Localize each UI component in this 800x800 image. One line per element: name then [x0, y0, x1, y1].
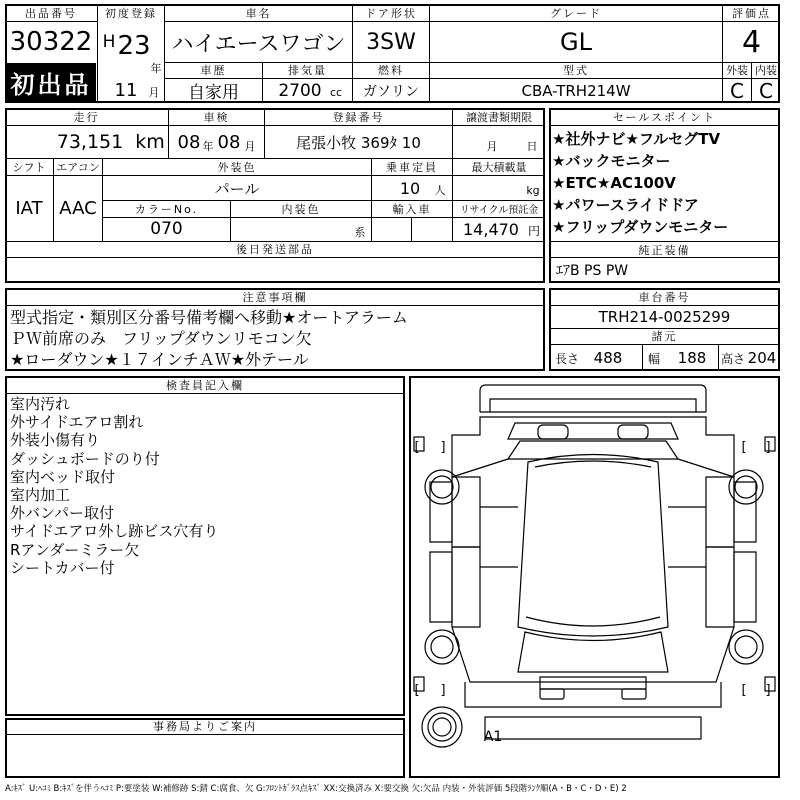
chassis-number-label: 車台番号: [638, 290, 691, 304]
grade-label: グレード: [550, 7, 602, 20]
rear-bumper: [465, 682, 721, 707]
lot-number: 30322: [9, 27, 93, 57]
bracket-right-bottom: [: [741, 682, 747, 698]
fuel-label: 燃料: [378, 64, 404, 77]
bracket-right-top: [: [741, 439, 747, 455]
interior-label: 内装: [755, 64, 777, 77]
exterior-color: パール: [214, 179, 260, 198]
caution-line: ★ローダウン★１７インチＡＷ★外テール: [10, 350, 309, 369]
lot-number-label: 出品番号: [25, 7, 77, 20]
color-number-label: カラーNo.: [134, 202, 199, 216]
wheel-rear-right: [729, 630, 763, 664]
sales-point: ★パワースライドドア: [552, 196, 699, 214]
inspection-label: 車検: [203, 110, 230, 124]
displacement-label: 排気量: [288, 64, 327, 77]
era: H: [102, 32, 116, 52]
standard-equipment: ｴｱB PS PW: [556, 263, 629, 279]
bracket-left-bottom: [: [414, 682, 420, 698]
bracket-right-bottom-close: ]: [765, 682, 771, 698]
capacity-label: 乗車定員: [386, 160, 438, 174]
model-label: 型式: [563, 64, 589, 77]
bracket-left-top: [: [414, 439, 420, 455]
door-type-label: ドア形状: [365, 7, 417, 20]
office-label: 事務局よりご案内: [153, 720, 257, 733]
exterior-grade: C: [730, 78, 744, 103]
roof: [518, 455, 668, 637]
inspector-line: 外バンパー取付: [10, 504, 114, 523]
displacement: 2700: [278, 80, 322, 101]
body-outline: [452, 417, 734, 682]
hood: [508, 423, 678, 439]
max-load-unit: kg: [526, 183, 540, 197]
bracket-left-bottom-close: ]: [440, 682, 446, 698]
door-type: 3SW: [366, 29, 416, 55]
inspector-line: ダッシュボードのり付: [10, 449, 160, 468]
inspector-line: Rアンダーミラー欠: [10, 540, 140, 559]
registration-number: 尾張小牧 369ﾀ 10: [296, 133, 421, 152]
inspection-year: 08: [177, 131, 201, 153]
windshield: [508, 441, 678, 459]
inspector-line: 外装小傷有り: [10, 431, 101, 450]
interior-grade: C: [759, 78, 773, 103]
bracket-right-top-close: ]: [765, 439, 771, 455]
first-registration-month: 11: [114, 79, 138, 101]
caution-label: 注意事項欄: [242, 290, 308, 304]
first-registration-label: 初度登録: [105, 7, 157, 20]
import-label: 輸入車: [392, 202, 432, 216]
inspection-year-unit: 年: [202, 140, 214, 153]
length: 488: [593, 348, 623, 367]
later-parts-label: 後日発送部品: [236, 243, 314, 256]
recycle-unit: 円: [527, 223, 540, 238]
mileage-label: 走行: [73, 110, 100, 124]
exterior-label: 外装: [726, 64, 748, 77]
exterior-color-label: 外装色: [217, 160, 257, 174]
inspector-line: シートカバー付: [10, 558, 115, 577]
sales-point: ★バックモニター: [552, 152, 671, 170]
legend: A:ｷｽﾞ U:ﾍｺﾐ B:ｷｽﾞを伴うﾍｺﾐ P:要塗装 W:補修跡 S:錆 C:腐食、欠 G:ﾌﾛﾝﾄｶﾞﾗｽ点ｷｽﾞ XX:交換済み X:要交換 欠:欠品 内装・外装評価 5段階ﾗﾝｸ順(A・B・C・D・E) 2: [5, 784, 627, 794]
inspection-month: 08: [217, 131, 241, 153]
car-diagram: [410, 377, 779, 777]
sales-point: ★フリップダウンモニター: [552, 218, 729, 236]
caution-line: 型式指定・類別区分番号備考欄へ移動★オートアラーム: [10, 308, 408, 327]
specs-label: 諸元: [651, 330, 678, 343]
height-label: 高さ: [720, 351, 745, 366]
score-label: 評価点: [732, 7, 771, 20]
inspector-line: サイドエアロ外し跡ビス穴有り: [10, 522, 219, 541]
shift-label: シフト: [12, 160, 46, 174]
inspection-month-unit: 月: [244, 140, 256, 153]
aircon: AAC: [59, 197, 97, 219]
history: 自家用: [188, 83, 239, 103]
caution-lines: [10, 307, 540, 370]
sales-point: ★社外ナビ★フルセグTV: [552, 130, 721, 148]
recycle-deposit: 14,470: [463, 219, 519, 239]
rear-window: [518, 632, 668, 672]
model: CBA-TRH214W: [521, 81, 631, 100]
standard-equipment-label: 純正装備: [638, 243, 691, 257]
sales-points-list: [552, 128, 778, 238]
score: 4: [741, 24, 762, 60]
transfer-day-unit: 日: [526, 140, 538, 153]
registration-label: 登録番号: [332, 110, 385, 124]
height: 204: [747, 348, 777, 367]
mileage-unit: km: [135, 131, 165, 153]
sales-point: ★ETC★AC100V: [552, 174, 676, 192]
inspector-line: 室内加工: [10, 486, 71, 505]
recycle-label: リサイクル預託金: [459, 205, 539, 216]
history-label: 車歴: [200, 64, 227, 77]
first-listing-badge: 初出品: [6, 63, 96, 102]
width-label: 幅: [647, 351, 660, 366]
inspector-label: 検査員記入欄: [166, 379, 244, 392]
grade: GL: [560, 28, 592, 56]
car-name: ハイエースワゴン: [171, 31, 346, 57]
inspector-line: 室内汚れ: [10, 395, 71, 413]
aircon-label: エアコン: [56, 160, 100, 174]
max-load-label: 最大積載量: [471, 160, 527, 174]
capacity-unit: 人: [434, 184, 446, 197]
inspector-line: 室内ベッド取付: [10, 467, 116, 486]
color-number: 070: [150, 219, 183, 239]
capacity: 10: [399, 178, 421, 198]
transfer-month-unit: 月: [486, 140, 498, 153]
month-unit: 月: [148, 86, 160, 99]
fuel: ガソリン: [363, 83, 419, 100]
sales-points-label: セールスポイント: [612, 110, 716, 124]
inspector-line: 外サイドエアロ割れ: [10, 413, 144, 432]
car-name-label: 車名: [245, 7, 272, 20]
interior-color-label: 内装色: [281, 202, 321, 216]
interior-color-unit: 系: [354, 226, 366, 239]
shift: IAT: [15, 197, 43, 219]
transfer-deadline-label: 譲渡書類期限: [466, 110, 532, 124]
damage-mark: A1: [483, 729, 503, 745]
chassis-number: TRH214-0025299: [598, 308, 731, 326]
bracket-left-top-close: ]: [440, 439, 446, 455]
inspector-lines: [10, 395, 400, 577]
displacement-unit: cc: [329, 85, 343, 99]
width: 188: [677, 348, 707, 367]
first-registration-year: 23: [117, 31, 151, 61]
year-unit: 年: [150, 62, 162, 75]
length-label: 長さ: [554, 351, 579, 366]
caution-line: ＰＷ前席のみ フリップダウンリモコン欠: [10, 329, 312, 348]
wheel-rear-left: [425, 630, 459, 664]
mileage: 73,151: [56, 131, 124, 153]
